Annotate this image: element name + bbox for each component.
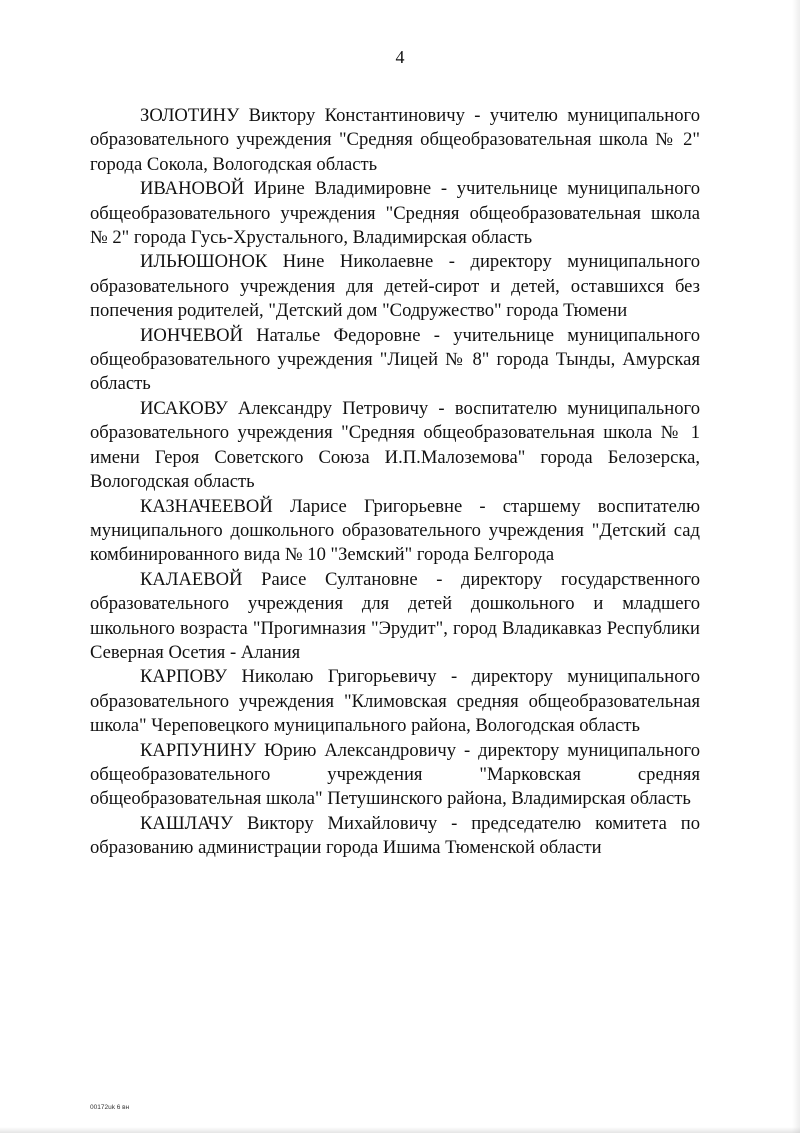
- page-number: 4: [395, 47, 405, 67]
- scan-edge-shadow: [792, 0, 800, 1133]
- entry-ilyushonok: ИЛЬЮШОНОК Нине Николаевне - директору муниципального образовательного учреждения для детей-сирот и детей, оставшихся без попечения родителей, "Детский дом "Содружество" города Тюмени: [90, 251, 700, 322]
- entry-ioncheva: ИОНЧЕВОЙ Наталье Федоровне - учительнице муниципального общеобразовательного учреждения "Лицей № 8" города Тынды, Амурская область: [90, 324, 700, 395]
- entry-list: [90, 104, 700, 861]
- document-code: 00172uk 6 вн: [90, 1104, 130, 1111]
- entry-zolotin: ЗОЛОТИНУ Виктору Константиновичу - учителю муниципального образовательного учреждения "Средняя общеобразовательная школа № 2" города Сокола, Вологодская область: [90, 105, 700, 175]
- entry-isakov: ИСАКОВУ Александру Петровичу - воспитателю муниципального образовательного учреждения "Средняя общеобразовательная школа № 1 имени Героя Советского Союза И.П.Малоземова" города Белозерска, Вологодская область: [90, 397, 700, 493]
- entry-karpunin: КАРПУНИНУ Юрию Александровичу - директору муниципального общеобразовательного учреждения "Марковская средняя общеобразовательная школа" Петушинского района, Владимирская область: [90, 739, 700, 810]
- entry-kalaeva: КАЛАЕВОЙ Раисе Султановне - директору государственного образовательного учреждения для детей дошкольного и младшего школьного возраста "Прогимназия "Эрудит", город Владикавказ Республики Северная Осетия - Алания: [90, 568, 700, 663]
- entry-ivanova: ИВАНОВОЙ Ирине Владимировне - учительнице муниципального общеобразовательного учреждения "Средняя общеобразовательная школа № 2" города Гусь-Хрустального, Владимирская область: [90, 178, 700, 249]
- entry-karpov: КАРПОВУ Николаю Григорьевичу - директору муниципального образовательного учреждения "Климовская средняя общеобразовательная школа" Череповецкого муниципального района, Вологодская область: [90, 666, 700, 737]
- entry-kashlach: КАШЛАЧУ Виктору Михайловичу - председателю комитета по образованию администрации города Ишима Тюменской области: [90, 812, 700, 859]
- scan-bottom-shadow: [0, 1127, 800, 1133]
- entry-kaznacheeva: КАЗНАЧЕЕВОЙ Ларисе Григорьевне - старшему воспитателю муниципального дошкольного образовательного учреждения "Детский сад комбинированного вида № 10 "Земский" города Белгорода: [90, 495, 700, 566]
